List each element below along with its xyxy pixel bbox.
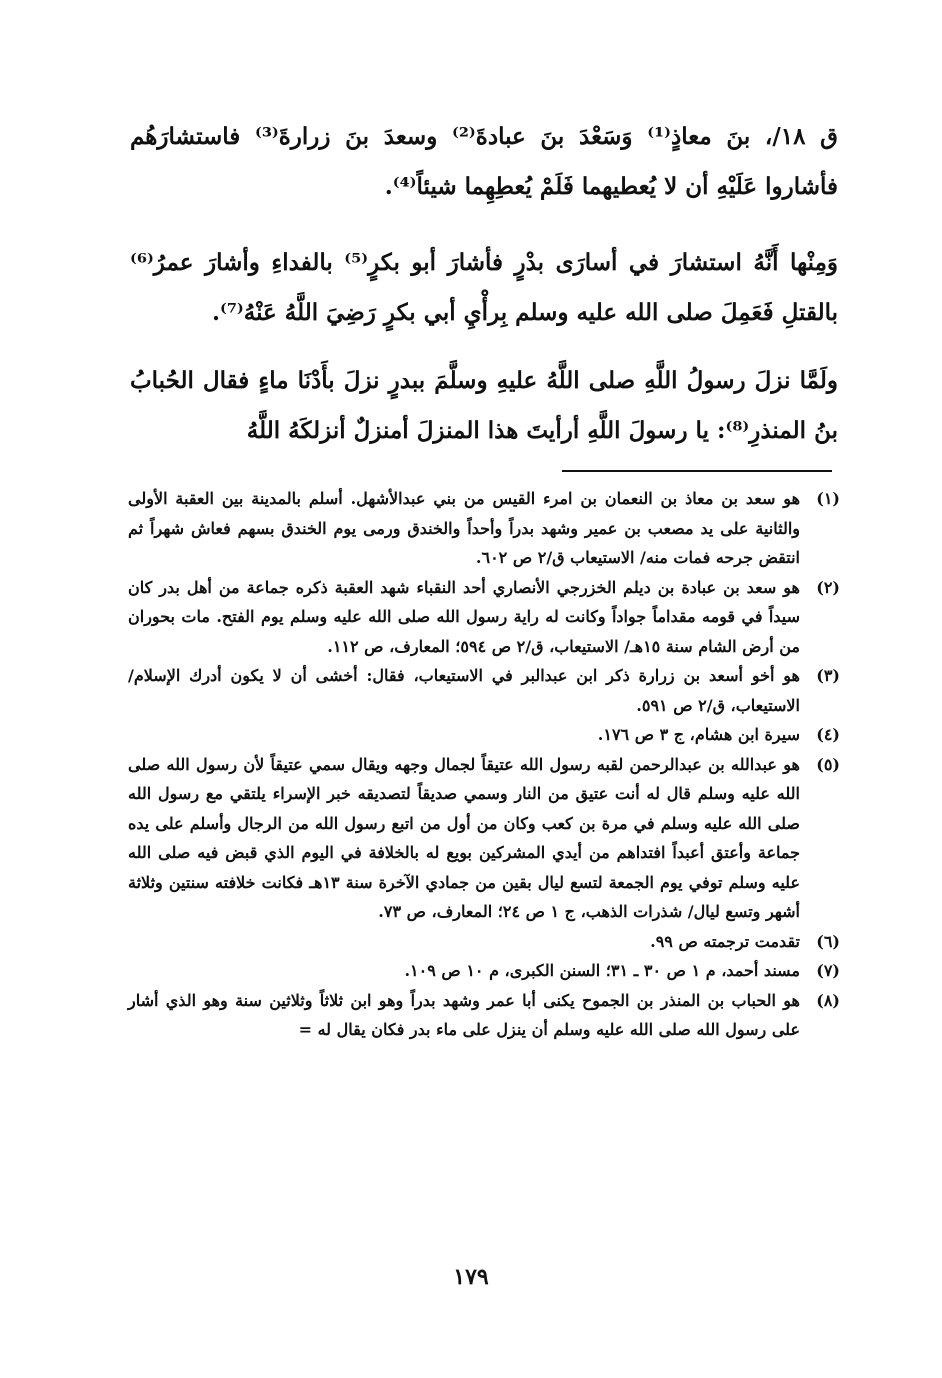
- footnote-8: [128, 986, 840, 1045]
- footnote-7: [128, 956, 840, 986]
- page-number: ١٧٩: [453, 1264, 489, 1290]
- footnote-5: [128, 750, 840, 927]
- footnote-text: سيرة ابن هشام، ج ٣ ص ١٧٦.: [597, 725, 800, 744]
- footnote-3: [128, 661, 840, 720]
- footnote-number: (٨): [816, 990, 840, 1010]
- paragraph-text: ق ١٨/، بنَ معاذٍ⁽¹⁾ وَسَعْدَ بنَ عبادةَ⁽²⁾ وسعدَ بنَ زرارةَ⁽³⁾ فاستشارَهُم فأشاروا عَلَيْهِ أن لا يُعطيهما فَلَمْ يُعطِهِما شيئاً⁽⁴⁾.: [130, 123, 839, 200]
- footnote-text: هو سعد بن معاذ بن النعمان بن امرء القيس من بني عبدالأشهل. أسلم بالمدينة بين العقبة الأولى والثانية على يد مصعب بن عمير وشهد بدراً وأحداً والخندق ورمى يوم الخندق بسهم فعاش شهراً ثم انتقض جرحه فمات منه/ الاستيعاب ق/٢ ص ٦٠٢.: [128, 489, 800, 567]
- footnote-text: تقدمت ترجمته ص ٩٩.: [650, 931, 800, 951]
- footnote-4: [128, 720, 840, 750]
- footnote-text: هو أخو أسعد بن زرارة ذكر ابن عبدالبر في الاستيعاب، فقال: أخشى أن لا يكون أدرك الإسلام/ الاستيعاب، ق/٢ ص ٥٩١.: [128, 666, 800, 715]
- paragraph-text: وَمِنْها أَنَّهُ استشارَ في أسارَى بدْرٍ فأشارَ أبو بكرٍ⁽⁵⁾ بالفداءِ وأشارَ عمرُ⁽⁶⁾ بالقتلِ فَعَمِلَ صلى الله عليه وسلم بِرأْيِ أبي بكرٍ رَضِيَ اللَّهُ عَنْهُ⁽⁷⁾.: [130, 249, 838, 326]
- footnote-6: [128, 927, 840, 957]
- paragraph-text: ولَمَّا نزلَ رسولُ اللَّهِ صلى اللَّهُ عليهِ وسلَّمَ ببدرٍ نزلَ بأَدْنَا ماءٍ فقال الحُبابُ بنُ المنذرِ⁽⁸⁾: يا رسولَ اللَّهِ أرأيتَ هذا المنزلَ أمنزلٌ أنزلكَهُ اللَّهُ: [130, 367, 838, 444]
- main-paragraph-2: [130, 238, 838, 338]
- footnote-text: هو عبدالله بن عبدالرحمن لقبه رسول الله عتيقاً لجمال وجهه ويقال سمي عتيقاً لأن رسول الله صلى الله عليه وسلم قال له أنت عتيق من النار وسمي صديقاً لتصديقه خبر الإسراء يلتقي مع رسول الله صلى الله عليه وسلم في مرة بن كعب وكان من أول من اتبع رسول الله من الرجال وأسلم على يده جماعة وأعتق أعبداً افتداهم من أيدي المشركين بويع له بالخلافة في اليوم الذي قبض فيه صلى الله عليه وسلم توفي يوم الجمعة لتسع ليال بقين من جمادي الآخرة سنة ١٣هـ فكانت خلافته سنتين وثلاثة أشهر وتسع ليال/ شذرات الذهب، ج ١ ص ٢٤؛ المعارف، ص ٧٣.: [128, 754, 801, 921]
- footnote-number: (٤): [816, 725, 840, 744]
- footnote-number: (٣): [816, 666, 840, 685]
- footnotes-section: [128, 484, 840, 1045]
- footnote-text: مسند أحمد، م ١ ص ٣٠ ـ ٣١؛ السنن الكبرى، م ١٠ ص ١٠٩.: [404, 961, 800, 980]
- footnote-number: (٥): [816, 754, 840, 774]
- footnote-1: [128, 484, 840, 573]
- footnote-number: (٢): [816, 577, 840, 597]
- main-paragraph-3: [130, 356, 838, 456]
- footnote-text: هو الحباب بن المنذر بن الجموح يكنى أبا عمر وشهد بدراً وهو ابن ثلاثاً وثلاثين سنة وهو الذي أشار على رسول الله صلى الله عليه وسلم أن ينزل على ماء بدر فكان يقال له =: [128, 990, 800, 1039]
- footnote-number: (١): [816, 489, 840, 508]
- footnote-divider: [562, 470, 832, 472]
- footnote-text: هو سعد بن عبادة بن ديلم الخزرجي الأنصاري أحد النقباء شهد العقبة ذكره جماعة من أهل بدر كان سيداً في قومه مقداماً جواداً وكانت له راية رسول الله صلى الله عليه وسلم يوم الفتح. مات بحوران من أرض الشام سنة ١٥هـ/ الاستيعاب، ق/٢ ص ٥٩٤؛ المعارف، ص ١١٢.: [128, 577, 801, 656]
- footnote-number: (٧): [816, 961, 840, 980]
- footnote-number: (٦): [816, 931, 840, 951]
- footnote-2: [128, 573, 840, 662]
- main-paragraph-1: [130, 112, 838, 212]
